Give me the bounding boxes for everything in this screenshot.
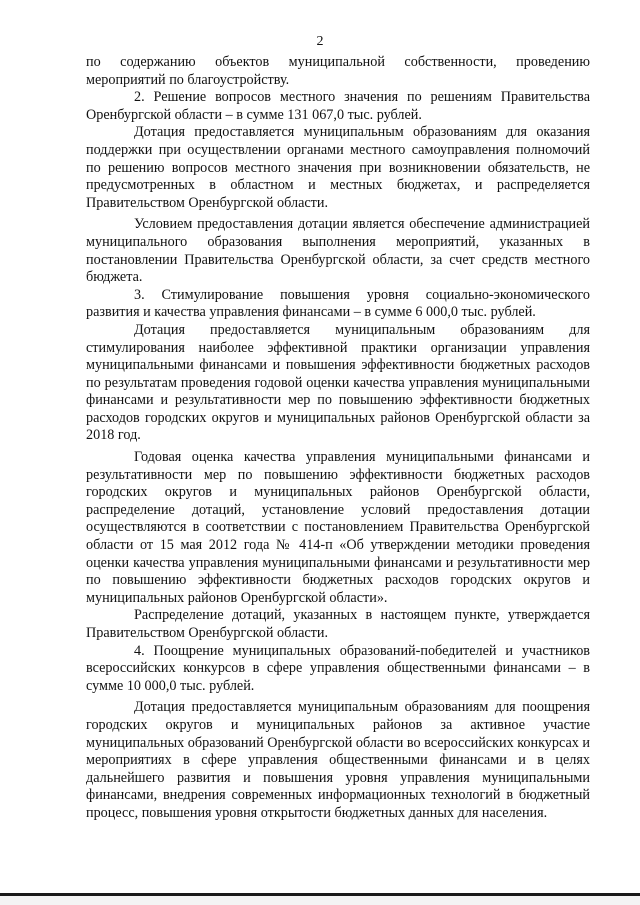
paragraph-item-3-purpose: Дотация предоставляется муниципальным образованиям для стимулирования наиболее эффективной практики организации управления муниципальными финансами и повышения эффективности бюджетных расходов по результатам проведения годовой оценки качества управления муниципальными финансами и результативности мер по повышению эффективности бюджетных расходов городских округов и муниципальных районов Оренбургской области за 2018 год.: [86, 321, 590, 444]
page-number: 2: [316, 34, 324, 49]
paragraph-item-3-distribution: Распределение дотаций, указанных в настоящем пункте, утверждается Правительством Оренбургской области.: [86, 607, 590, 641]
scan-bottom-margin: [0, 896, 640, 905]
paragraph-item-2-condition: Условием предоставления дотации является обеспечение администрацией муниципального образования выполнения мероприятий, указанных в постановлении Правительства Оренбургской области, за счет средств местного бюджета.: [86, 216, 590, 286]
paragraph-continuation: по содержанию объектов муниципальной собственности, проведению мероприятий по благоустройству.: [86, 54, 590, 88]
paragraph-item-3-heading: 3. Стимулирование повышения уровня социально-экономического развития и качества управления финансами – в сумме 6 000,0 тыс. рублей.: [86, 286, 590, 321]
paragraph-item-2-heading: 2. Решение вопросов местного значения по решениям Правительства Оренбургской области – в сумме 131 067,0 тыс. рублей.: [86, 89, 590, 123]
paragraph-item-4-heading: 4. Поощрение муниципальных образований-победителей и участников всероссийских конкурсов в сфере управления общественными финансами – в сумме 10 000,0 тыс. рублей.: [86, 642, 590, 694]
paragraph-item-3-assessment: Годовая оценка качества управления муниципальными финансами и результативности мер по повышению эффективности бюджетных расходов городских округов и муниципальных районов Оренбургской области, распределение дотаций, установление условий предоставления дотации осуществляются в соответствии с постановлением Правительства Оренбургской области от 15 мая 2012 года № 414-п «Об утверждении методики проведения оценки качества управления муниципальными финансами и результативности мер по повышению эффективности бюджетных расходов городских округов и муниципальных районов Оренбургской области».: [86, 449, 590, 606]
paragraph-item-4-purpose: Дотация предоставляется муниципальным образованиям для поощрения городских округов и муниципальных районов за активное участие муниципальных образований Оренбургской области во всероссийских конкурсах и мероприятиях в сфере управления общественными финансами и в целях дальнейшего развития и повышения уровня управления муниципальными финансами, внедрения современных информационных технологий в бюджетный процесс, повышения уровня открытости бюджетных данных для населения.: [86, 699, 590, 821]
document-body: [86, 54, 590, 823]
paragraph-item-2-purpose: Дотация предоставляется муниципальным образованиям для оказания поддержки при осуществлении органами местного самоуправления полномочий по решению вопросов местного значения при возникновении обязательств, не предусмотренных в областном и местных бюджетах, и распределяется Правительством Оренбургской области.: [86, 124, 590, 211]
